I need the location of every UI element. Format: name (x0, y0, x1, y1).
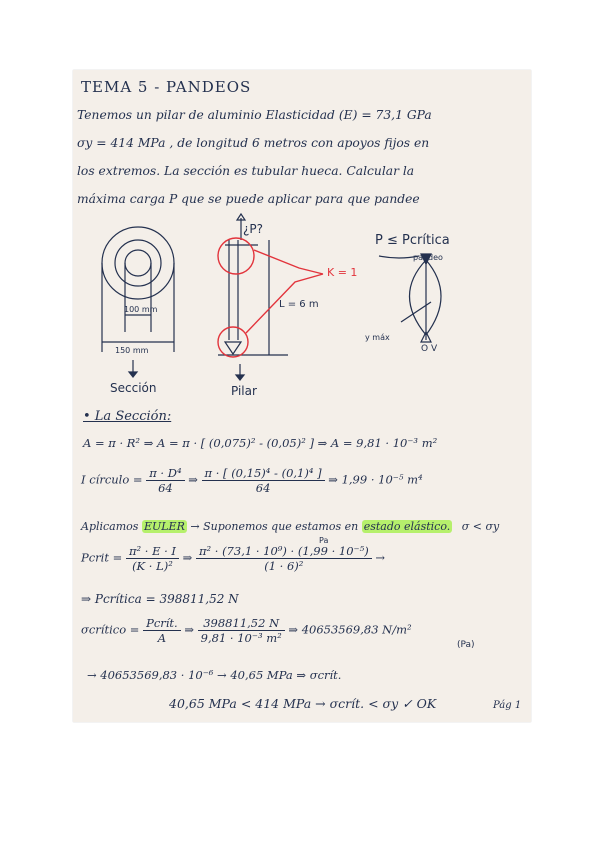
sigma-lhs: σcrítico = (81, 622, 140, 637)
area-result: A = 9,81 · 10⁻³ m² (330, 436, 438, 450)
euler-method-highlight: EULER (143, 520, 185, 533)
implies-icon: ⇒ (328, 472, 342, 487)
implies-icon: ⇒ (317, 436, 331, 450)
load-label: ¿P? (243, 222, 263, 236)
sigma-equation (81, 616, 412, 645)
pcrit-formula-fraction (126, 544, 179, 573)
inertia-formula-fraction (146, 466, 184, 495)
sigma-formula-denominator: A (157, 631, 167, 645)
arrow-right-icon: → (375, 550, 385, 565)
area-substitution: A = π · [ (0,075)² - (0,05)² ] (157, 436, 314, 450)
sigma-result: 40653569,83 N/m² (301, 622, 412, 637)
k-factor-label: K = 1 (327, 266, 358, 279)
elastic-condition: σ < σy (461, 520, 500, 533)
implies-icon: ⇒ (182, 550, 196, 565)
inertia-values-numerator: π · [ (0,15)⁴ - (0,1)⁴ ] (202, 466, 325, 481)
inner-diameter-label: 100 mm (124, 305, 158, 314)
ov-label: O V (421, 344, 438, 354)
section-drawing (102, 227, 174, 352)
sigma-formula-numerator: Pcrít. (143, 616, 181, 631)
sigma-values-fraction (198, 616, 285, 645)
pcrit-values-fraction (196, 544, 372, 573)
section-heading: • La Sección: (83, 409, 172, 424)
intro-line-3: los extremos. La sección es tubular hueca. Calcular la (77, 164, 415, 178)
page-title: TEMA 5 - PANDEOS (81, 78, 252, 96)
pcrit-lhs: Pcrit = (81, 550, 123, 565)
pcrit-values-denominator: (1 · 6)² (264, 559, 304, 573)
length-label: L = 6 m (279, 299, 319, 310)
sigma-formula-fraction (143, 616, 181, 645)
sigma-values-denominator: 9,81 · 10⁻³ m² (200, 631, 282, 645)
pcrit-equation (81, 544, 385, 573)
implies-icon: ⇒ (184, 622, 198, 637)
conversion-line: → 40653569,83 · 10⁻⁶ → 40,65 MPa ⇒ σcrít. (87, 668, 342, 682)
pillar-caption: Pilar (231, 384, 257, 398)
page-number: Pág 1 (493, 700, 522, 711)
pa-note: Pa (319, 536, 329, 545)
inertia-values-fraction (202, 466, 325, 495)
inertia-equation (81, 466, 423, 495)
pcrit-formula-numerator: π² · E · I (126, 544, 179, 559)
conclusion-line: 40,65 MPa < 414 MPa → σcrít. < σy ✓ OK (169, 696, 437, 711)
notebook-page (73, 70, 531, 722)
implies-icon: ⇒ (288, 622, 302, 637)
sigma-values-numerator: 398811,52 N (198, 616, 285, 631)
inertia-values-denominator: 64 (255, 481, 271, 495)
area-lhs: A = π · R² (83, 436, 141, 450)
support-highlights (218, 238, 323, 357)
intro-line-4: máxima carga P que se puede aplicar para que pandee (77, 192, 420, 206)
implies-icon: ⇒ (188, 472, 202, 487)
inertia-lhs: I círculo = (81, 472, 143, 487)
pcrit-result: ⇒ Pcrítica = 398811,52 N (81, 592, 239, 606)
implies-icon: ⇒ (143, 436, 157, 450)
sigma-unit-note: (Pa) (457, 640, 475, 650)
intro-line-1: Tenemos un pilar de aluminio Elasticidad (E) = 73,1 GPa (77, 108, 432, 122)
section-caption: Sección (110, 381, 157, 395)
inertia-result: 1,99 · 10⁻⁵ m⁴ (341, 472, 423, 487)
inertia-formula-denominator: 64 (158, 481, 173, 495)
outer-diameter-label: 150 mm (115, 346, 149, 355)
area-equation (83, 436, 437, 450)
euler-line (81, 520, 499, 533)
inertia-formula-numerator: π · D⁴ (146, 466, 184, 481)
ymax-label: y máx (365, 333, 390, 342)
buckling-condition: P ≤ Pcrítica (375, 233, 450, 248)
buckling-drawing (401, 254, 441, 342)
euler-prefix: Aplicamos (81, 520, 139, 533)
pcrit-formula-denominator: (K · L)² (132, 559, 173, 573)
intro-line-2: σy = 414 MPa , de longitud 6 metros con apoyos fijos en (77, 136, 430, 150)
elastic-state-highlight: estado elástico. (363, 520, 451, 533)
pcrit-values-numerator: π² · (73,1 · 10⁹) · (1,99 · 10⁻⁵) (196, 544, 372, 559)
euler-middle: → Suponemos que estamos en (190, 520, 359, 533)
buckling-condition-sub: pandeo (413, 253, 443, 262)
